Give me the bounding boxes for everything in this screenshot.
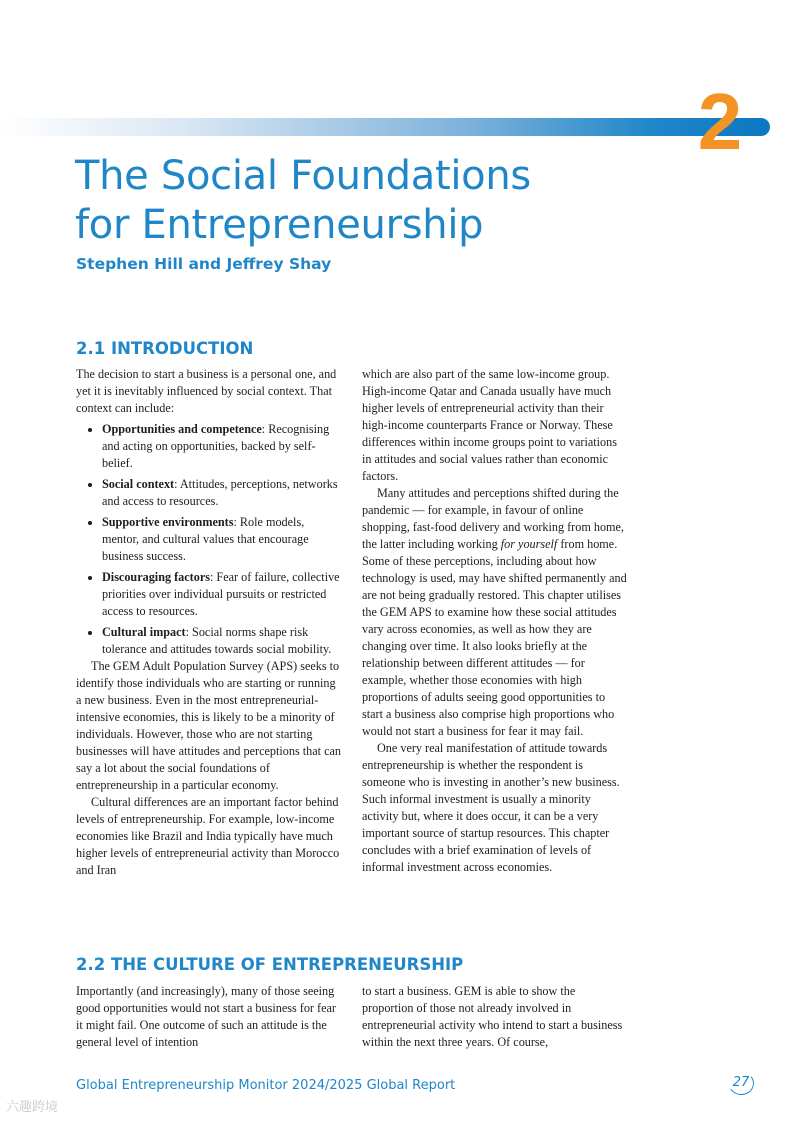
informal-investment-paragraph: One very real manifestation of attitude towards entrepreneurship is whether the respondent is someone who is investing in another’s new business. Such informal investment is usually a minority activity but, where it does occur, it can be a very important source of startup resources. This chapter concludes with a brief examination of levels of informal investment across economies. <box>362 741 620 874</box>
pandemic-emphasis: for yourself <box>500 537 558 551</box>
pandemic-paragraph <box>362 485 628 740</box>
list-item-term: Social context <box>102 477 175 491</box>
header-gradient-band <box>0 118 770 136</box>
cultural-differences-paragraph: Cultural differences are an important factor behind levels of entrepreneurship. For example, low-income economies like Brazil and India typically have much higher levels of entrepreneurial activity than Morocco and Iran <box>76 795 340 877</box>
culture-paragraph-right: to start a business. GEM is able to show the proportion of those not already involved in entrepreneurial activity who intend to start a business within the next three years. Of course, <box>362 984 623 1049</box>
list-item-term: Supportive environments <box>102 515 234 529</box>
list-item <box>102 421 342 472</box>
culture-column-right <box>362 983 628 1051</box>
aps-paragraph: The GEM Adult Population Survey (APS) seeks to identify those individuals who are starting or running a new business. Even in the most entrepreneurial-intensive economies, this is likely to be a minority of individuals. However, those who are not starting businesses will have attitudes and perceptions that can say a lot about the social foundations of entrepreneurship in a particular economy. <box>76 659 342 792</box>
intro-column-right <box>362 366 628 876</box>
culture-paragraph-left: Importantly (and increasingly), many of those seeing good opportunities would not start a business for fear it might fail. One outcome of such an attitude is the general level of intention <box>76 984 336 1049</box>
list-item <box>102 569 342 620</box>
list-item <box>102 476 342 510</box>
culture-column-left <box>76 983 342 1051</box>
chapter-number: 2 <box>697 77 743 166</box>
income-groups-paragraph: which are also part of the same low-income group. High-income Qatar and Canada usually have much higher levels of entrepreneurial activity than their high-income counterparts France or Norway. These differences within income groups point to variations in attitudes and social values rather than economic factors. <box>362 367 617 483</box>
page-number-arc-icon <box>726 1069 756 1097</box>
chapter-title <box>75 152 531 250</box>
list-item-text: : Attitudes, perceptions, networks and access to resources. <box>102 477 338 508</box>
list-item-term: Opportunities and competence <box>102 422 262 436</box>
footer-report-title: Global Entrepreneurship Monitor 2024/2025 Global Report <box>76 1078 456 1093</box>
page-number-text: 27 <box>732 1075 750 1090</box>
chapter-title-line-2: for Entrepreneurship <box>75 202 484 248</box>
section-heading-culture: 2.2 THE CULTURE OF ENTREPRENEURSHIP <box>76 955 464 974</box>
list-item-text: : Role models, mentor, and cultural values that encourage business success. <box>102 515 309 563</box>
list-item <box>102 514 342 565</box>
list-item-term: Discouraging factors <box>102 570 210 584</box>
chapter-authors: Stephen Hill and Jeffrey Shay <box>76 255 332 273</box>
pandemic-text-a: Many attitudes and perceptions shifted during the pandemic — for example, in favour of online shopping, fast-food delivery and working from home, the latter including working <box>362 486 624 551</box>
pandemic-text-b: from home. Some of these perceptions, including about how technology is used, may have shifted permanently and are not being gradually restored. This chapter utilises the GEM APS to examine how these social attitudes vary across economies, as well as how they are changing over time. It also looks briefly at the relationship between different attitudes — for example, whether those economies with high proportions of adults seeing good opportunities to start a business also comprise high proportions who would not start a business for fear it may fail. <box>362 537 627 738</box>
watermark: 六趣跨境 <box>6 1100 59 1115</box>
list-item <box>102 624 342 658</box>
page-number <box>726 1070 756 1096</box>
chapter-title-line-1: The Social Foundations <box>75 153 531 199</box>
section-heading-introduction: 2.1 INTRODUCTION <box>76 339 254 358</box>
list-item-text: : Recognising and acting on opportunities, backed by self-belief. <box>102 422 330 470</box>
social-context-list <box>76 421 342 658</box>
list-item-term: Cultural impact <box>102 625 186 639</box>
intro-paragraph: The decision to start a business is a personal one, and yet it is inevitably influenced by social context. That context can include: <box>76 367 337 415</box>
list-item-text: : Social norms shape risk tolerance and attitudes towards social mobility. <box>102 625 332 656</box>
intro-column-left <box>76 366 342 879</box>
list-item-text: : Fear of failure, collective priorities over individual pursuits or restricted access to resources. <box>102 570 340 618</box>
